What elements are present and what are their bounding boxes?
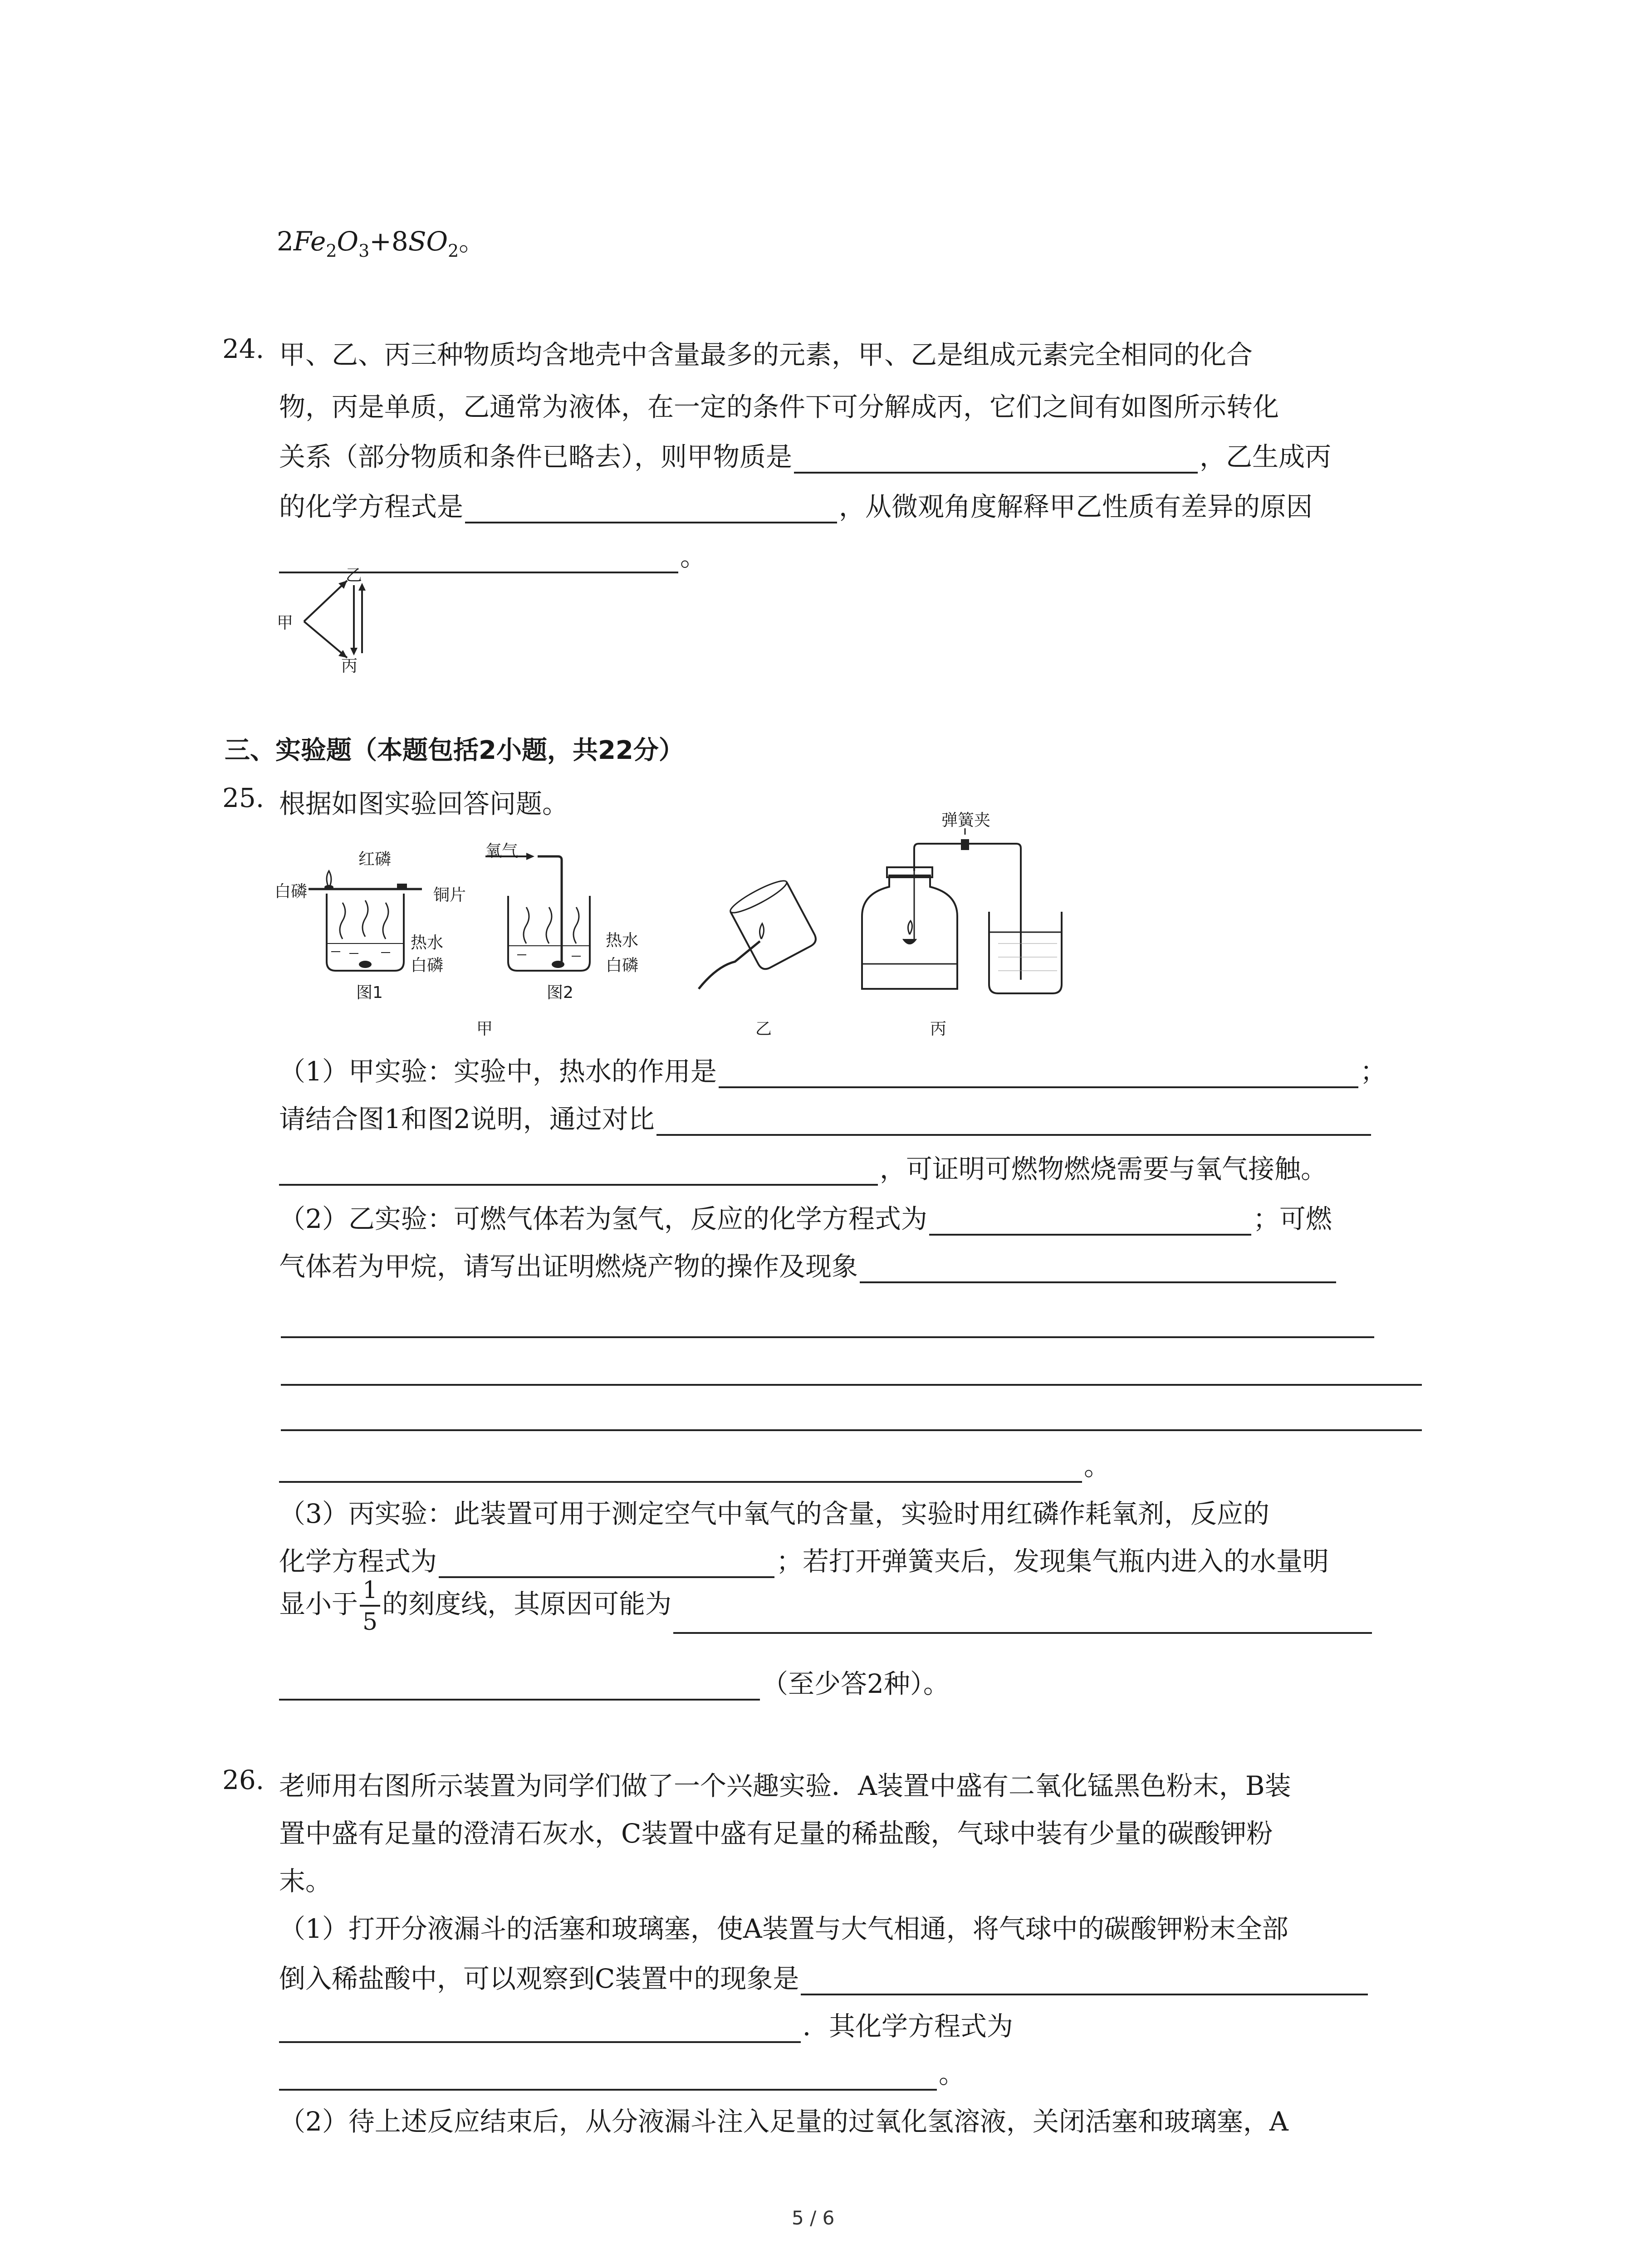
page-number: 5 / 6 bbox=[792, 2207, 835, 2229]
q25-answer-blank-6[interactable] bbox=[281, 1306, 1374, 1338]
q25-label-bailing: 白磷 bbox=[274, 882, 308, 901]
q25-label-fig1: 图1 bbox=[356, 983, 383, 1002]
q25-p3-line-4: （至少答2种）。 bbox=[279, 1662, 950, 1701]
q25-label-jia: 甲 bbox=[476, 1020, 493, 1038]
q25-figure-yi bbox=[681, 875, 830, 1002]
q24-answer-blank-1[interactable] bbox=[794, 442, 1198, 474]
q25-label-fig2: 图2 bbox=[547, 983, 573, 1002]
q25-label-yangqi: 氧气 bbox=[485, 842, 519, 860]
q24-line-1: 甲、乙、丙三种物质均含地壳中含量最多的元素，甲、乙是组成元素完全相同的化合 bbox=[279, 339, 1253, 370]
q25-answer-blank-7[interactable] bbox=[281, 1354, 1422, 1386]
q25-label-reshui-2: 热水 bbox=[606, 931, 639, 950]
q25-label-reshui: 热水 bbox=[411, 934, 444, 952]
q25-p1-line-1: （1）甲实验：实验中，热水的作用是 ； bbox=[279, 1050, 1386, 1088]
q25-label-yi: 乙 bbox=[755, 1020, 772, 1038]
q26-line-3: 末。 bbox=[279, 1866, 332, 1897]
q25-number: 25. bbox=[222, 782, 265, 813]
q25-label-bing: 丙 bbox=[930, 1020, 947, 1038]
q25-answer-blank-2[interactable] bbox=[656, 1104, 1371, 1136]
equation-tail: $2Fe_2O_3+8SO_2$。 bbox=[277, 226, 485, 261]
q26-line-1: 老师用右图所示装置为同学们做了一个兴趣实验．A装置中盛有二氧化锰黑色粉末，B装 bbox=[279, 1770, 1291, 1801]
q25-label-tongpian: 铜片 bbox=[433, 886, 466, 904]
q24-line-3: 关系（部分物质和条件已略去），则甲物质是 ，乙生成丙 bbox=[279, 435, 1331, 474]
q26-p1-line-4: 。 bbox=[279, 2053, 965, 2091]
q26-answer-blank-3[interactable] bbox=[279, 2059, 937, 2091]
q25-p3-line-1: （3）丙实验：此装置可用于测定空气中氧气的含量，实验时用红磷作耗氧剂，反应的 bbox=[279, 1498, 1269, 1529]
q25-p3-line-2: 化学方程式为 ；若打开弹簧夹后，发现集气瓶内进入的水量明 bbox=[279, 1540, 1329, 1578]
one-fifth-fraction: $\frac{1}{5}$ bbox=[360, 1579, 380, 1634]
q26-answer-blank-2[interactable] bbox=[279, 2011, 801, 2043]
q25-p2-line-end: 。 bbox=[279, 1445, 1110, 1483]
q25-p1-line-3: ，可证明可燃物燃烧需要与氧气接触。 bbox=[279, 1148, 1327, 1186]
q25-answer-blank-10[interactable] bbox=[439, 1546, 774, 1578]
q26-answer-blank-1[interactable] bbox=[801, 1964, 1368, 1995]
section-title: 三、实验题（本题包括2小题，共22分） bbox=[225, 736, 684, 765]
q26-number: 26. bbox=[222, 1765, 265, 1795]
q25-label-bailing-2: 白磷 bbox=[411, 956, 444, 975]
q26-line-2: 置中盛有足量的澄清石灰水，C装置中盛有足量的稀盐酸，气球中装有少量的碳酸钾粉 bbox=[279, 1818, 1273, 1849]
q26-p2-line-1: （2）待上述反应结束后，从分液漏斗注入足量的过氧化氢溶液，关闭活塞和玻璃塞，A bbox=[279, 2106, 1288, 2137]
q25-p1-line-2: 请结合图1和图2说明，通过对比 bbox=[279, 1098, 1373, 1136]
q25-p2-line-1: （2）乙实验：可燃气体若为氢气，反应的化学方程式为 ；可燃 bbox=[279, 1198, 1332, 1236]
q26-p1-line-2: 倒入稀盐酸中，可以观察到C装置中的现象是 bbox=[279, 1957, 1370, 1995]
q25-label-bailing-3: 白磷 bbox=[606, 956, 639, 975]
q24-line-2: 物，丙是单质，乙通常为液体，在一定的条件下可分解成丙，它们之间有如图所示转化 bbox=[279, 391, 1279, 422]
q24-number: 24. bbox=[222, 333, 265, 364]
q25-label-tanhuangjia: 弹簧夹 bbox=[941, 811, 991, 830]
q24-label-yi: 乙 bbox=[346, 566, 362, 585]
q25-answer-blank-3[interactable] bbox=[279, 1154, 878, 1186]
q25-answer-blank-9[interactable] bbox=[279, 1451, 1082, 1483]
q26-p1-line-3: ．其化学方程式为 bbox=[279, 2005, 1013, 2043]
q24-answer-blank-2[interactable] bbox=[465, 492, 837, 523]
q25-answer-blank-8[interactable] bbox=[281, 1399, 1422, 1431]
q25-answer-blank-11[interactable] bbox=[673, 1602, 1372, 1634]
q24-line-4: 的化学方程式是 ，从微观角度解释甲乙性质有差异的原因 bbox=[279, 485, 1313, 523]
q26-p1-line-1: （1）打开分液漏斗的活塞和玻璃塞，使A装置与大气相通，将气球中的碳酸钾粉末全部 bbox=[279, 1913, 1288, 1944]
q25-label-hongling: 红磷 bbox=[358, 850, 392, 869]
q25-intro: 根据如图实验回答问题。 bbox=[279, 788, 569, 819]
q24-label-jia: 甲 bbox=[277, 614, 294, 632]
q25-answer-blank-5[interactable] bbox=[860, 1251, 1336, 1283]
q25-answer-blank-12[interactable] bbox=[279, 1669, 760, 1701]
q25-figure-bing bbox=[844, 826, 1098, 1007]
q25-answer-blank-4[interactable] bbox=[929, 1204, 1251, 1236]
q25-answer-blank-1[interactable] bbox=[719, 1056, 1358, 1088]
q24-line-5: 。 bbox=[279, 535, 706, 573]
q25-p3-line-3: 显小于 $\frac{1}{5}$ 的刻度线，其原因可能为 bbox=[279, 1579, 1374, 1634]
q25-p2-line-2: 气体若为甲烷，请写出证明燃烧产物的操作及现象 bbox=[279, 1245, 1338, 1283]
q24-label-bing: 丙 bbox=[341, 657, 358, 675]
